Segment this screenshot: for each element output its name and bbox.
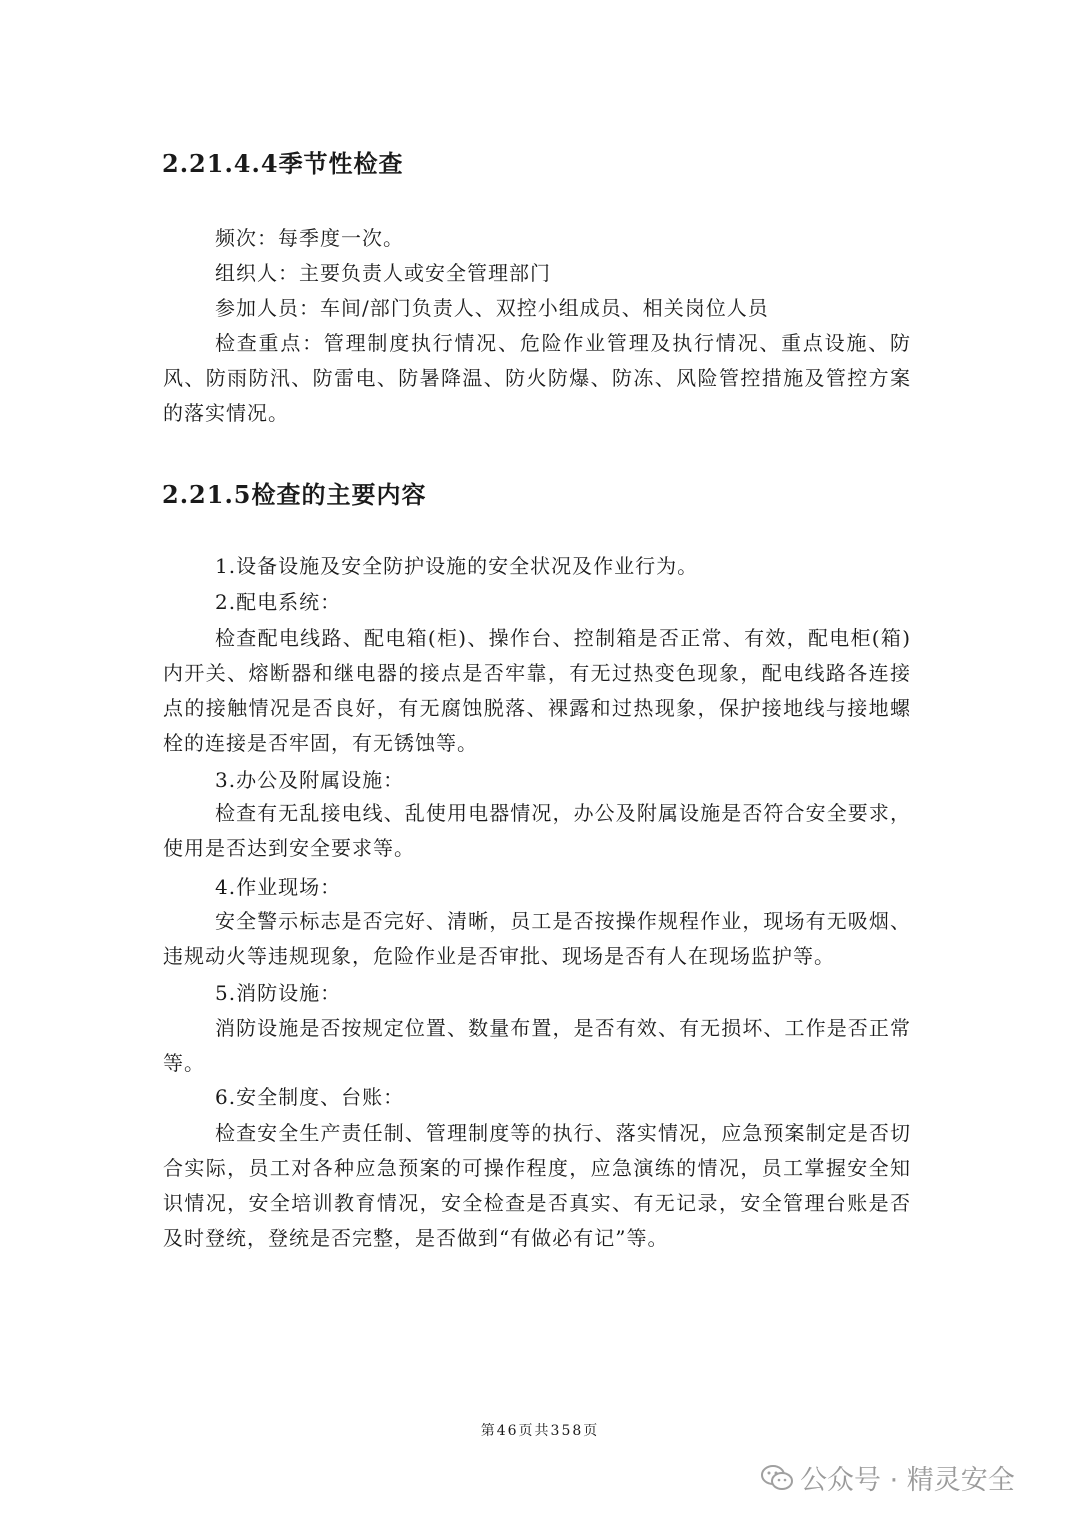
wechat-icon — [760, 1463, 794, 1493]
watermark-text: 公众号 · 精灵安全 — [800, 1465, 1015, 1496]
organizer-line: 组织人：主要负责人或安全管理部门 — [215, 261, 551, 285]
inspection-focus-paragraph: 检查重点：管理制度执行情况、危险作业管理及执行情况、重点设施、防风、防雨防汛、防雷电、防暑降温、防火防爆、防冻、风险管控措施及管控方案的落实情况。 — [163, 331, 911, 425]
participants-line: 参加人员：车间/部门负责人、双控小组成员、相关岗位人员 — [215, 296, 769, 320]
item-4-title: 4.作业现场： — [215, 875, 342, 899]
item-1-title: 1.设备设施及安全防护设施的安全状况及作业行为。 — [215, 554, 699, 578]
item-4-body: 安全警示标志是否完好、清晰，员工是否按操作规程作业，现场有无吸烟、违规动火等违规现象，危险作业是否审批、现场是否有人在现场监护等。 — [163, 909, 911, 968]
frequency-line: 频次：每季度一次。 — [215, 226, 404, 250]
item-2-body: 检查配电线路、配电箱(柜)、操作台、控制箱是否正常、有效，配电柜(箱)内开关、熔断器和继电器的接点是否牢靠，有无过热变色现象，配电线路各连接点的接触情况是否良好，有无腐蚀脱落、裸露和过热现象，保护接地线与接地螺栓的连接是否牢固，有无锈蚀等。 — [163, 626, 911, 755]
watermark — [760, 1458, 1015, 1497]
item-5-title: 5.消防设施： — [215, 981, 342, 1005]
page-number-footer: 第46页共358页 — [480, 1423, 600, 1439]
section-heading-seasonal-inspection: 2.21.4.4季节性检查 — [162, 149, 404, 178]
item-2-title: 2.配电系统： — [215, 590, 342, 614]
item-5-body: 消防设施是否按规定位置、数量布置，是否有效、有无损坏、工作是否正常等。 — [163, 1016, 911, 1075]
section-heading-main-content: 2.21.5检查的主要内容 — [162, 480, 427, 509]
item-6-title: 6.安全制度、台账： — [215, 1085, 405, 1109]
item-3-title: 3.办公及附属设施： — [215, 768, 405, 792]
item-6-body: 检查安全生产责任制、管理制度等的执行、落实情况，应急预案制定是否切合实际，员工对各种应急预案的可操作程度，应急演练的情况，员工掌握安全知识情况，安全培训教育情况，安全检查是否真实、有无记录，安全管理台账是否及时登统，登统是否完整，是否做到“有做必有记”等。 — [163, 1121, 911, 1250]
item-3-body: 检查有无乱接电线、乱使用电器情况，办公及附属设施是否符合安全要求，使用是否达到安全要求等。 — [163, 801, 911, 860]
